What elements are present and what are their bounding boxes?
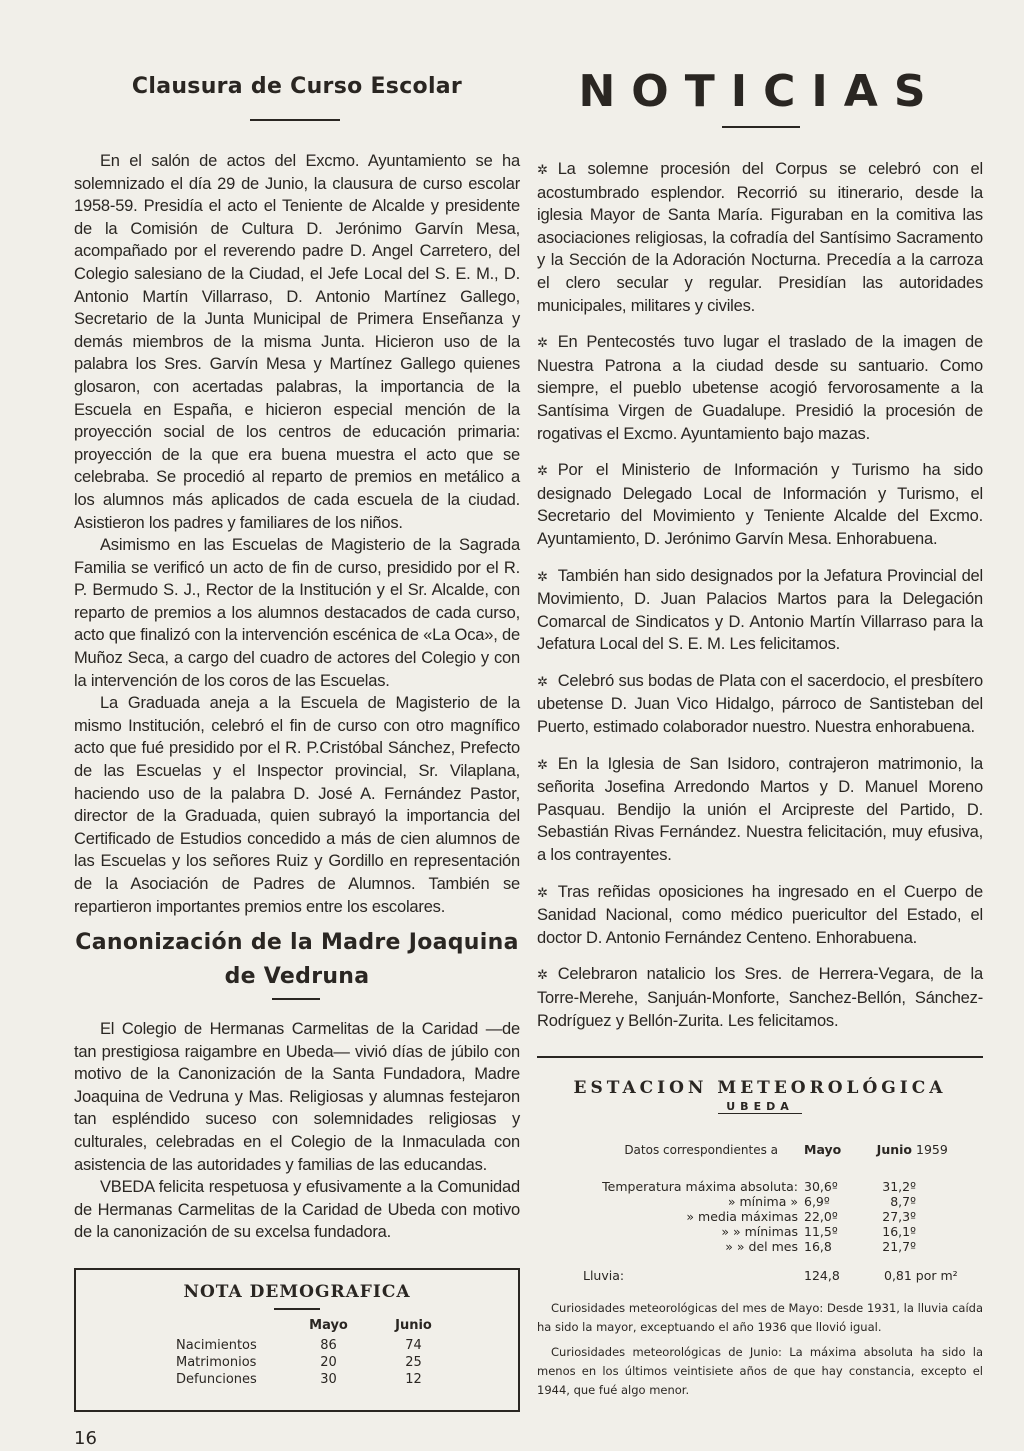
list-item xyxy=(537,331,983,445)
table-row xyxy=(176,1337,456,1354)
meteo-table xyxy=(583,1142,958,1283)
meteo-label: » mínima » xyxy=(727,1194,798,1209)
demografica-jun-value: 74 xyxy=(405,1338,422,1353)
list-item xyxy=(537,565,983,656)
list-item xyxy=(537,158,983,317)
table-row xyxy=(583,1194,958,1209)
canonizacion-rule xyxy=(272,998,320,1000)
news-text: Celebró sus bodas de Plata con el sacerdocio, el presbítero ubetense D. Juan Vico Hidalgo, párroco de Santisteban del Puerto, estimado colaborador nuestro. Nuestra enhorabuena. xyxy=(537,671,983,737)
demografica-col-may: Mayo xyxy=(309,1318,348,1333)
canonizacion-title: Canonización de la Madre Joaquina de Vedruna xyxy=(75,930,519,989)
bullet-icon: ✲ xyxy=(537,756,548,772)
demografica-col-jun: Junio xyxy=(395,1318,432,1333)
meteo-header-row xyxy=(583,1142,958,1157)
noticias-rule xyxy=(722,126,800,128)
bullet-icon: ✲ xyxy=(537,673,548,689)
news-text: También han sido designados por la Jefatura Provincial del Movimiento, D. Juan Palacios Martos para la Delegación Comarcal de Sindicatos y D. Antonio Martín Villarraso para la Jefatura Local del S. E. M. Les felicitamos. xyxy=(537,566,983,654)
bullet-icon: ✲ xyxy=(537,568,548,584)
list-item xyxy=(537,963,983,1032)
clausura-rule xyxy=(250,119,340,121)
meteo-label: » media máximas xyxy=(686,1209,798,1224)
nota-demografica-table xyxy=(176,1318,456,1388)
meteo-year: 1959 xyxy=(916,1142,948,1157)
meteo-may-value: 11,5º xyxy=(804,1224,838,1239)
noticias-title: NOTICIAS xyxy=(578,66,942,117)
bullet-icon: ✲ xyxy=(537,884,548,900)
canonizacion-paragraph: VBEDA felicita respetuosa y efusivamente a la Comunidad de Hermanas Carmelitas de la Caridad de Ubeda con motivo de la canonización de su excelsa fundadora. xyxy=(74,1178,520,1242)
table-row xyxy=(583,1224,958,1239)
meteo-may-value: 22,0º xyxy=(804,1209,838,1224)
nota-demografica-box xyxy=(74,1268,520,1412)
clausura-title: Clausura de Curso Escolar xyxy=(131,74,463,99)
demografica-jun-value: 12 xyxy=(405,1372,422,1387)
list-item xyxy=(537,881,983,950)
table-row xyxy=(176,1354,456,1371)
noticias-list xyxy=(537,158,983,1046)
demografica-jun-value: 25 xyxy=(405,1355,422,1370)
news-text: Tras reñidas oposiciones ha ingresado en el Cuerpo de Sanidad Nacional, como médico puericultor del Estado, el doctor D. Antonio Fernández Centeno. Enhorabuena. xyxy=(537,882,983,947)
list-item xyxy=(537,670,983,739)
bullet-icon: ✲ xyxy=(537,463,548,479)
meteo-jun-value: 16,1º xyxy=(882,1224,916,1239)
canonizacion-paragraph: El Colegio de Hermanas Carmelitas de la Caridad —de tan prestigiosa raigambre en Ubeda— vivió días de júbilo con motivo de la Canonización de la Santa Fundadora, Madre Joaquina de Vedruna y Mas. Religiosas y alumnas festejaron tan espléndido suceso con solemnidades religiosas y culturales, celebradas en el Colegio de la Inmaculada con asistencia de las autoridades y familias de las educandas. xyxy=(74,1020,520,1174)
table-row xyxy=(583,1239,958,1254)
clausura-paragraph: La Graduada aneja a la Escuela de Magisterio de la mismo Institución, celebró el fin de curso con otro magnífico acto que fué presidido por el R. P.Cristóbal Sánchez, Prefecto de las Escuelas y el Inspector provincial, Sr. Vilaplana, haciendo uso de la palabra D. José A. Fernández Pastor, director de la Graduada, quien subrayó la importancia del Certificado de Estudios concedido a más de cien alumnos de las Escuelas y los señores Ruiz y Gordillo en representación de la Asociación de Padres de Alumnos. También se repartieron importantes premios entre los escolares. xyxy=(74,694,520,916)
clausura-paragraph: Asimismo en las Escuelas de Magisterio de la Sagrada Familia se verificó un acto de fin de curso, presidido por el R. P. Bermudo S. J., Rector de la Institución y el Sr. Alcalde, con reparto de premios a los alumnos destacados de cada curso, acto que finalizó con la intervención escénica de «La Oca», de Muñoz Seca, a cargo del cuadro de actores del Colegio y con la intervención de los coros de las Escuelas. xyxy=(74,536,520,690)
list-item xyxy=(537,459,983,550)
meteo-curiosities-may: Curiosidades meteorológicas del mes de Mayo: Desde 1931, la lluvia caída ha sido la mayor, exceptuando el año 1936 que llovió igual. xyxy=(537,1301,983,1334)
meteo-subtitle: UBEDA xyxy=(726,1100,794,1113)
meteo-header-label: Datos correspondientes a xyxy=(624,1142,778,1157)
page-number: 16 xyxy=(74,1428,97,1449)
meteo-col-jun: Junio xyxy=(876,1142,912,1157)
meteo-jun-value: 8,7º xyxy=(890,1194,916,1209)
canonizacion-article xyxy=(74,1018,520,1244)
meteo-label: » » mínimas xyxy=(721,1224,798,1239)
table-row xyxy=(583,1268,958,1283)
news-text: Por el Ministerio de Información y Turismo ha sido designado Delegado Local de Información y Turismo, el Secretario del Movimiento y Teniente Alcalde del Excmo. Ayuntamiento, D. Jerónimo Garvín Mesa. Enhorabuena. xyxy=(537,461,983,548)
demografica-label: Defunciones xyxy=(176,1372,257,1387)
meteo-subtitle-rule xyxy=(718,1113,802,1114)
demografica-may-value: 86 xyxy=(320,1338,337,1353)
meteo-rain-may: 124,8 xyxy=(804,1268,840,1283)
meteo-jun-value: 27,3º xyxy=(882,1209,916,1224)
meteo-rain-label: Lluvia: xyxy=(583,1268,625,1283)
news-text: En Pentecostés tuvo lugar el traslado de la imagen de Nuestra Patrona a la ciudad desde su santuario. Como siempre, el pueblo ubetense acogió fervorosamente a la Santísima Virgen de Guadalupe. Presidió la procesión de rogativas el Excmo. Ayuntamiento bajo mazas. xyxy=(537,333,983,443)
demografica-may-value: 20 xyxy=(320,1355,337,1370)
table-row xyxy=(583,1179,958,1194)
meteo-section xyxy=(537,1078,983,1400)
meteo-divider xyxy=(537,1056,983,1058)
news-text: Celebraron natalicio los Sres. de Herrera-Vegara, de la Torre-Merehe, Sanjuán-Monforte, Sanchez-Bellón, Sánchez-Rodríguez y Bellón-Zurita. Les felicitamos. xyxy=(537,965,983,1030)
meteo-jun-value: 31,2º xyxy=(882,1179,916,1194)
meteo-title: ESTACION METEOROLÓGICA xyxy=(573,1078,947,1098)
bullet-icon: ✲ xyxy=(537,162,548,177)
bullet-icon: ✲ xyxy=(537,335,548,351)
meteo-label: Temperatura máxima absoluta: xyxy=(602,1179,798,1194)
meteo-label: » » del mes xyxy=(725,1239,798,1254)
demografica-label: Nacimientos xyxy=(176,1338,257,1353)
nota-demografica-rule xyxy=(274,1308,320,1310)
news-text: La solemne procesión del Corpus se celebró con el acostumbrado esplendor. Recorrió su itinerario, desde la iglesia Mayor de Santa María. Figuraban en la comitiva las asociaciones religiosas, la cofradía del Santísimo Sacramento y la Sección de la Adoración Nocturna. Precedía a la carroza el clero secular y regular. Presidían las autoridades municipales, militares y civiles. xyxy=(537,160,983,315)
demografica-may-value: 30 xyxy=(320,1372,337,1387)
demografica-label: Matrimonios xyxy=(176,1355,257,1370)
meteo-may-value: 30,6º xyxy=(804,1179,838,1194)
bullet-icon: ✲ xyxy=(537,967,548,983)
demografica-header-row xyxy=(176,1318,456,1337)
list-item xyxy=(537,753,983,867)
clausura-paragraph: En el salón de actos del Excmo. Ayuntamiento se ha solemnizado el día 29 de Junio, la clausura de curso escolar 1958-59. Presidía el acto el Teniente de Alcalde y presidente de la Comisión de Cultura D. Jerónimo Garvín Mesa, acompañado por el reverendo padre D. Angel Carretero, del Colegio salesiano de la Ciudad, el Jefe Local del S. E. M., D. Antonio Martín Villarraso, D. Antonio Martínez Gallego, Secretario de la Junta Municipal de Primera Enseñanza y demás miembros de la misma Junta. Hicieron uso de la palabra los Sres. Garvín Mesa y Martínez Gallego quienes glosaron, con acertadas palabras, la importancia de la Escuela en España, e hicieron especial mención de la proyección social de los centros de educación primaria: proyección de la que era buena muestra el acto que se celebraba. Se procedió al reparto de premios en metálico a los alumnos más aplicados de cada escuela de la ciudad. Asistieron los padres y familiares de los niños. xyxy=(74,152,520,532)
meteo-may-value: 16,8 xyxy=(804,1239,832,1254)
clausura-article xyxy=(74,150,520,918)
news-text: En la Iglesia de San Isidoro, contrajeron matrimonio, la señorita Josefina Arredondo Martos y D. Manuel Moreno Pasquau. Bendijo la unión el Arcipreste del Partido, D. Sebastián Rivas Fernández. Nuestra felicitación, muy efusiva, a los contrayentes. xyxy=(537,754,983,865)
nota-demografica-title: NOTA DEMOGRAFICA xyxy=(183,1282,411,1302)
meteo-rain-jun: 0,81 por m² xyxy=(884,1268,958,1283)
table-row xyxy=(583,1209,958,1224)
meteo-may-value: 6,9º xyxy=(804,1194,830,1209)
table-row xyxy=(176,1371,456,1388)
meteo-col-may: Mayo xyxy=(804,1142,842,1157)
meteo-curiosities-jun: Curiosidades meteorológicas de Junio: La máxima absoluta ha sido la menos en los últimos veintisiete años de que hay constancia, excepto el 1944, que fué algo menor. xyxy=(537,1345,983,1397)
meteo-jun-value: 21,7º xyxy=(882,1239,916,1254)
